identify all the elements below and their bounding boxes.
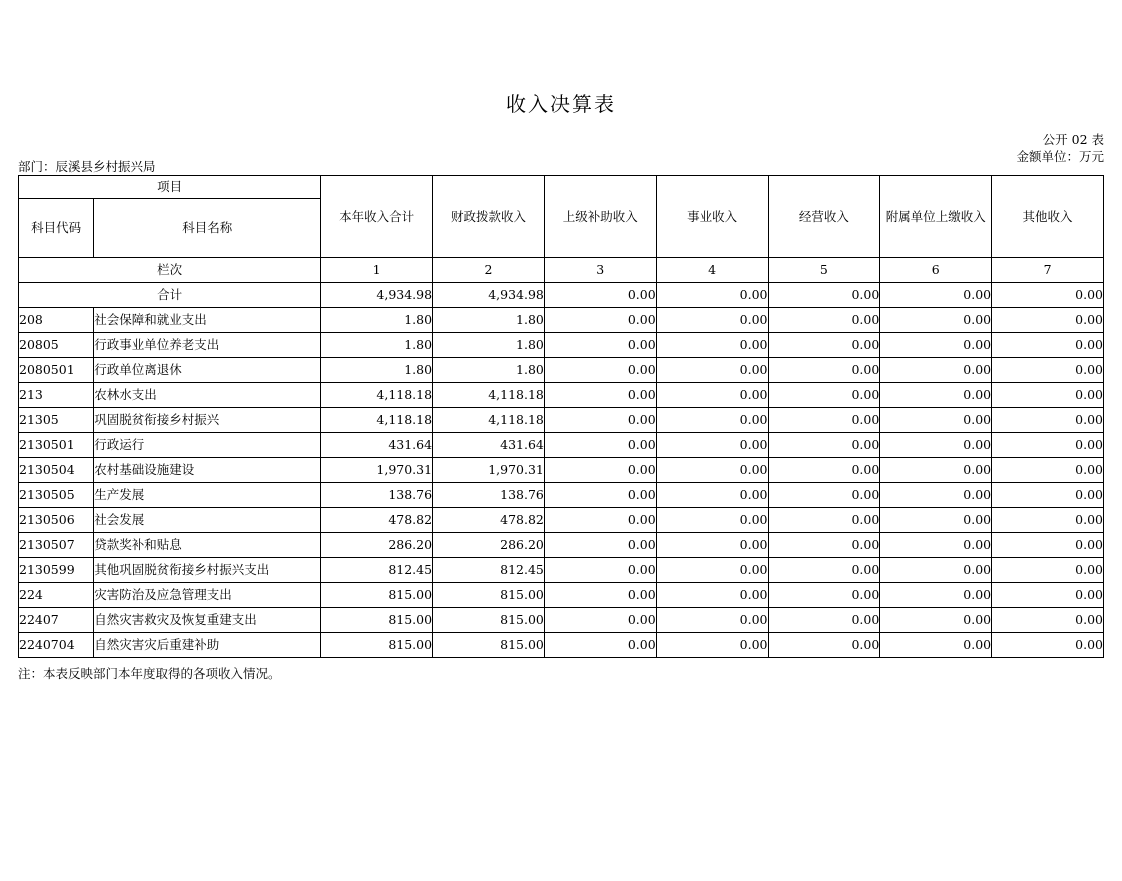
- table-row: [19, 558, 1104, 583]
- table-row: [19, 458, 1104, 483]
- column-index-2: 3: [544, 258, 656, 283]
- table-column-index-row: [19, 258, 1104, 283]
- row-value-4: 0.00: [768, 458, 880, 483]
- row-value-5: 0.00: [880, 458, 992, 483]
- row-value-0: 1.80: [321, 358, 433, 383]
- row-value-5: 0.00: [880, 508, 992, 533]
- row-value-1: 138.76: [433, 483, 545, 508]
- row-value-1: 286.20: [433, 533, 545, 558]
- row-code: 224: [19, 583, 94, 608]
- row-value-4: 0.00: [768, 408, 880, 433]
- column-index-1: 2: [433, 258, 545, 283]
- income-settlement-table: [18, 175, 1104, 658]
- row-value-2: 0.00: [544, 633, 656, 658]
- column-index-0: 1: [321, 258, 433, 283]
- row-value-5: 0.00: [880, 558, 992, 583]
- row-value-3: 0.00: [656, 383, 768, 408]
- row-value-5: 0.00: [880, 608, 992, 633]
- row-value-1: 4,118.18: [433, 408, 545, 433]
- row-code: 2130505: [19, 483, 94, 508]
- row-value-0: 4,118.18: [321, 383, 433, 408]
- row-value-1: 815.00: [433, 608, 545, 633]
- table-row: [19, 633, 1104, 658]
- row-value-3: 0.00: [656, 483, 768, 508]
- document-page: [0, 88, 1122, 881]
- row-value-4: 0.00: [768, 433, 880, 458]
- column-header-5: 附属单位上缴收入: [880, 176, 992, 258]
- row-name: 自然灾害救灾及恢复重建支出: [94, 608, 321, 633]
- document-meta: [0, 132, 1122, 175]
- row-name: 农林水支出: [94, 383, 321, 408]
- row-value-6: 0.00: [992, 508, 1104, 533]
- row-value-3: 0.00: [656, 583, 768, 608]
- column-header-2: 上级补助收入: [544, 176, 656, 258]
- row-value-1: 815.00: [433, 633, 545, 658]
- row-value-2: 0.00: [544, 583, 656, 608]
- table-row: [19, 333, 1104, 358]
- row-value-1: 815.00: [433, 583, 545, 608]
- row-value-4: 0.00: [768, 383, 880, 408]
- table-row: [19, 433, 1104, 458]
- row-value-6: 0.00: [992, 483, 1104, 508]
- row-name: 贷款奖补和贴息: [94, 533, 321, 558]
- table-head: [19, 176, 1104, 283]
- row-value-2: 0.00: [544, 608, 656, 633]
- table-row: [19, 608, 1104, 633]
- row-name: 生产发展: [94, 483, 321, 508]
- row-code: 20805: [19, 333, 94, 358]
- row-value-1: 478.82: [433, 508, 545, 533]
- column-index-3: 4: [656, 258, 768, 283]
- row-value-2: 0.00: [544, 358, 656, 383]
- row-value-6: 0.00: [992, 433, 1104, 458]
- total-value-0: 4,934.98: [321, 283, 433, 308]
- row-value-5: 0.00: [880, 633, 992, 658]
- row-value-4: 0.00: [768, 533, 880, 558]
- row-value-5: 0.00: [880, 358, 992, 383]
- row-value-6: 0.00: [992, 308, 1104, 333]
- row-value-0: 1.80: [321, 308, 433, 333]
- row-value-5: 0.00: [880, 483, 992, 508]
- page-title: 收入决算表: [506, 92, 616, 116]
- row-value-0: 1.80: [321, 333, 433, 358]
- total-value-6: 0.00: [992, 283, 1104, 308]
- total-value-5: 0.00: [880, 283, 992, 308]
- row-value-6: 0.00: [992, 383, 1104, 408]
- row-value-1: 1.80: [433, 358, 545, 383]
- row-value-0: 4,118.18: [321, 408, 433, 433]
- row-value-4: 0.00: [768, 558, 880, 583]
- row-value-6: 0.00: [992, 533, 1104, 558]
- row-name: 自然灾害灾后重建补助: [94, 633, 321, 658]
- row-code: 2080501: [19, 358, 94, 383]
- row-value-2: 0.00: [544, 308, 656, 333]
- row-value-6: 0.00: [992, 408, 1104, 433]
- row-value-1: 1.80: [433, 308, 545, 333]
- row-value-6: 0.00: [992, 633, 1104, 658]
- row-value-3: 0.00: [656, 433, 768, 458]
- group-header-item: 项目: [19, 176, 321, 199]
- row-name: 巩固脱贫衔接乡村振兴: [94, 408, 321, 433]
- row-value-2: 0.00: [544, 508, 656, 533]
- row-code: 2130599: [19, 558, 94, 583]
- row-name: 行政运行: [94, 433, 321, 458]
- row-value-6: 0.00: [992, 458, 1104, 483]
- row-value-4: 0.00: [768, 358, 880, 383]
- row-value-4: 0.00: [768, 508, 880, 533]
- table-total-row: [19, 283, 1104, 308]
- row-value-4: 0.00: [768, 583, 880, 608]
- row-value-5: 0.00: [880, 308, 992, 333]
- column-header-3: 事业收入: [656, 176, 768, 258]
- row-value-6: 0.00: [992, 583, 1104, 608]
- row-value-1: 1,970.31: [433, 458, 545, 483]
- row-value-2: 0.00: [544, 483, 656, 508]
- row-value-1: 431.64: [433, 433, 545, 458]
- total-value-4: 0.00: [768, 283, 880, 308]
- row-code: 2130507: [19, 533, 94, 558]
- column-index-5: 6: [880, 258, 992, 283]
- column-index-4: 5: [768, 258, 880, 283]
- row-value-5: 0.00: [880, 533, 992, 558]
- row-value-3: 0.00: [656, 508, 768, 533]
- column-header-0: 本年收入合计: [321, 176, 433, 258]
- row-name: 灾害防治及应急管理支出: [94, 583, 321, 608]
- table-row: [19, 358, 1104, 383]
- table-row: [19, 483, 1104, 508]
- row-value-0: 138.76: [321, 483, 433, 508]
- row-value-3: 0.00: [656, 608, 768, 633]
- row-code: 2130506: [19, 508, 94, 533]
- row-value-3: 0.00: [656, 633, 768, 658]
- table-body: [19, 283, 1104, 658]
- row-value-0: 815.00: [321, 633, 433, 658]
- row-name: 社会保障和就业支出: [94, 308, 321, 333]
- column-index-label: 栏次: [19, 258, 321, 283]
- column-header-4: 经营收入: [768, 176, 880, 258]
- row-value-0: 1,970.31: [321, 458, 433, 483]
- row-value-2: 0.00: [544, 558, 656, 583]
- row-code: 2130501: [19, 433, 94, 458]
- row-value-5: 0.00: [880, 333, 992, 358]
- row-value-4: 0.00: [768, 308, 880, 333]
- row-value-3: 0.00: [656, 308, 768, 333]
- row-value-0: 431.64: [321, 433, 433, 458]
- total-value-3: 0.00: [656, 283, 768, 308]
- header-subject-name: 科目名称: [94, 199, 321, 258]
- row-value-3: 0.00: [656, 408, 768, 433]
- row-value-3: 0.00: [656, 533, 768, 558]
- column-header-1: 财政拨款收入: [433, 176, 545, 258]
- row-value-6: 0.00: [992, 333, 1104, 358]
- row-value-2: 0.00: [544, 408, 656, 433]
- row-value-4: 0.00: [768, 608, 880, 633]
- row-value-3: 0.00: [656, 558, 768, 583]
- row-name: 其他巩固脱贫衔接乡村振兴支出: [94, 558, 321, 583]
- total-value-1: 4,934.98: [433, 283, 545, 308]
- row-name: 行政事业单位养老支出: [94, 333, 321, 358]
- row-code: 213: [19, 383, 94, 408]
- row-code: 2130504: [19, 458, 94, 483]
- row-value-4: 0.00: [768, 633, 880, 658]
- row-value-6: 0.00: [992, 608, 1104, 633]
- row-value-0: 478.82: [321, 508, 433, 533]
- total-value-2: 0.00: [544, 283, 656, 308]
- row-value-4: 0.00: [768, 483, 880, 508]
- row-value-6: 0.00: [992, 558, 1104, 583]
- row-value-1: 1.80: [433, 333, 545, 358]
- form-number: 公开 02 表: [1042, 132, 1104, 147]
- row-value-0: 815.00: [321, 608, 433, 633]
- table-row: [19, 508, 1104, 533]
- row-name: 农村基础设施建设: [94, 458, 321, 483]
- row-value-2: 0.00: [544, 383, 656, 408]
- table-row: [19, 533, 1104, 558]
- row-value-0: 812.45: [321, 558, 433, 583]
- row-value-5: 0.00: [880, 433, 992, 458]
- table-row: [19, 408, 1104, 433]
- table-row: [19, 308, 1104, 333]
- row-value-2: 0.00: [544, 533, 656, 558]
- table-group-header-row: [19, 176, 1104, 199]
- row-value-6: 0.00: [992, 358, 1104, 383]
- row-value-5: 0.00: [880, 583, 992, 608]
- row-name: 行政单位离退休: [94, 358, 321, 383]
- table-row: [19, 383, 1104, 408]
- row-value-2: 0.00: [544, 433, 656, 458]
- row-value-3: 0.00: [656, 458, 768, 483]
- column-header-6: 其他收入: [992, 176, 1104, 258]
- row-value-1: 4,118.18: [433, 383, 545, 408]
- row-code: 21305: [19, 408, 94, 433]
- row-value-5: 0.00: [880, 408, 992, 433]
- department-label: 部门：辰溪县乡村振兴局: [18, 159, 156, 174]
- total-label: 合计: [19, 283, 321, 308]
- amount-unit: 金额单位：万元: [1016, 149, 1104, 164]
- row-value-4: 0.00: [768, 333, 880, 358]
- column-index-6: 7: [992, 258, 1104, 283]
- row-value-2: 0.00: [544, 458, 656, 483]
- form-meta: [1016, 131, 1104, 165]
- row-code: 2240704: [19, 633, 94, 658]
- table-row: [19, 583, 1104, 608]
- header-subject-code: 科目代码: [19, 199, 94, 258]
- row-code: 208: [19, 308, 94, 333]
- row-value-5: 0.00: [880, 383, 992, 408]
- row-value-0: 286.20: [321, 533, 433, 558]
- row-value-2: 0.00: [544, 333, 656, 358]
- table-note: 注：本表反映部门本年度取得的各项收入情况。: [18, 666, 281, 681]
- row-value-0: 815.00: [321, 583, 433, 608]
- row-value-3: 0.00: [656, 333, 768, 358]
- row-name: 社会发展: [94, 508, 321, 533]
- row-value-1: 812.45: [433, 558, 545, 583]
- row-code: 22407: [19, 608, 94, 633]
- row-value-3: 0.00: [656, 358, 768, 383]
